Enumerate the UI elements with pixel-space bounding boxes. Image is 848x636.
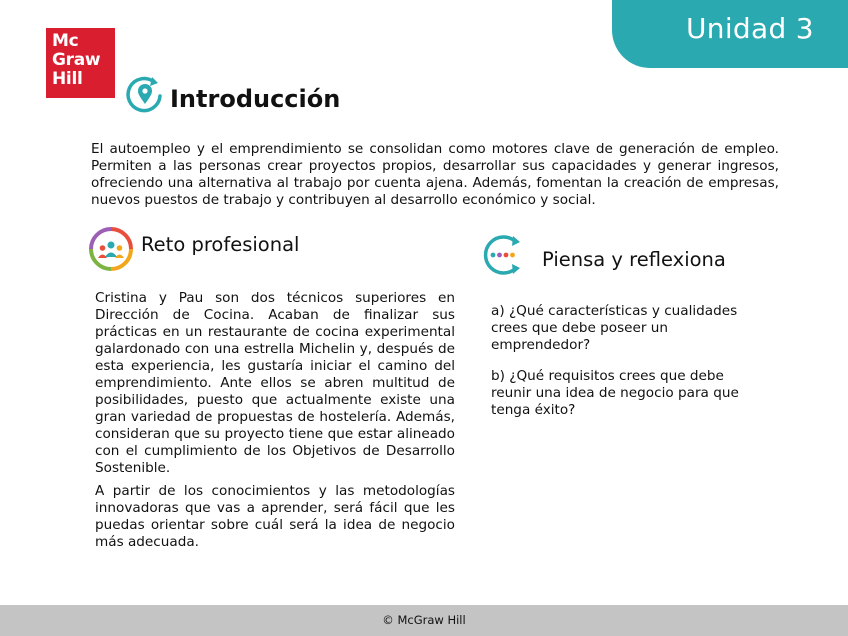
reto-paragraph: Cristina y Pau son dos técnicos superiores en Dirección de Cocina. Acaban de finalizar sus prácticas en un restaurante de cocina experimental galardonado con una estrella Michelin y, después de esta experiencia, les gustaría iniciar el camino del emprendimiento. Ante ellos se abren multitud de posibilidades, puesto que actualmente existe una gran variedad de propuestas de hostelería. Además, consideran que su proyecto tiene que estar alineado con el cumplimiento de los Objetivos de Desarrollo Sostenible. xyxy=(95,290,455,476)
reto-text xyxy=(95,290,455,551)
footer-copyright: © McGraw Hill xyxy=(0,605,848,636)
reto-title: Reto profesional xyxy=(141,233,300,256)
location-pin-refresh-icon xyxy=(124,74,166,116)
logo-line: Mc xyxy=(52,31,79,51)
question-a: a) ¿Qué características y cualidades crees que debe poseer un emprendedor? xyxy=(491,303,738,353)
logo-line: Graw xyxy=(52,50,101,70)
piensa-title: Piensa y reflexiona xyxy=(542,248,726,271)
question-b: b) ¿Qué requisitos crees que debe reunir una idea de negocio para que tenga éxito? xyxy=(491,368,739,418)
intro-text: El autoempleo y el emprendimiento se consolidan como motores clave de generación de empleo. Permiten a las personas crear proyectos propios, desarrollar sus capacidades y generar ingresos, ofreciendo una alternativa al trabajo por cuenta ajena. Además, fomentan la creación de empresas, nuevos puestos de trabajo y contribuyen al desarrollo económico y social. xyxy=(91,141,779,208)
reto-paragraph: A partir de los conocimientos y las metodologías innovadoras que vas a aprender, será fácil que les puedas orientar sobre cuál será la idea de negocio más adecuada. xyxy=(95,483,455,550)
dots-cycle-icon xyxy=(480,234,526,276)
mcgraw-hill-logo xyxy=(46,28,115,98)
logo-line: Hill xyxy=(52,69,83,89)
team-people-icon xyxy=(88,226,134,272)
intro-title: Introducción xyxy=(170,85,341,113)
unit-label: Unidad 3 xyxy=(686,12,814,45)
